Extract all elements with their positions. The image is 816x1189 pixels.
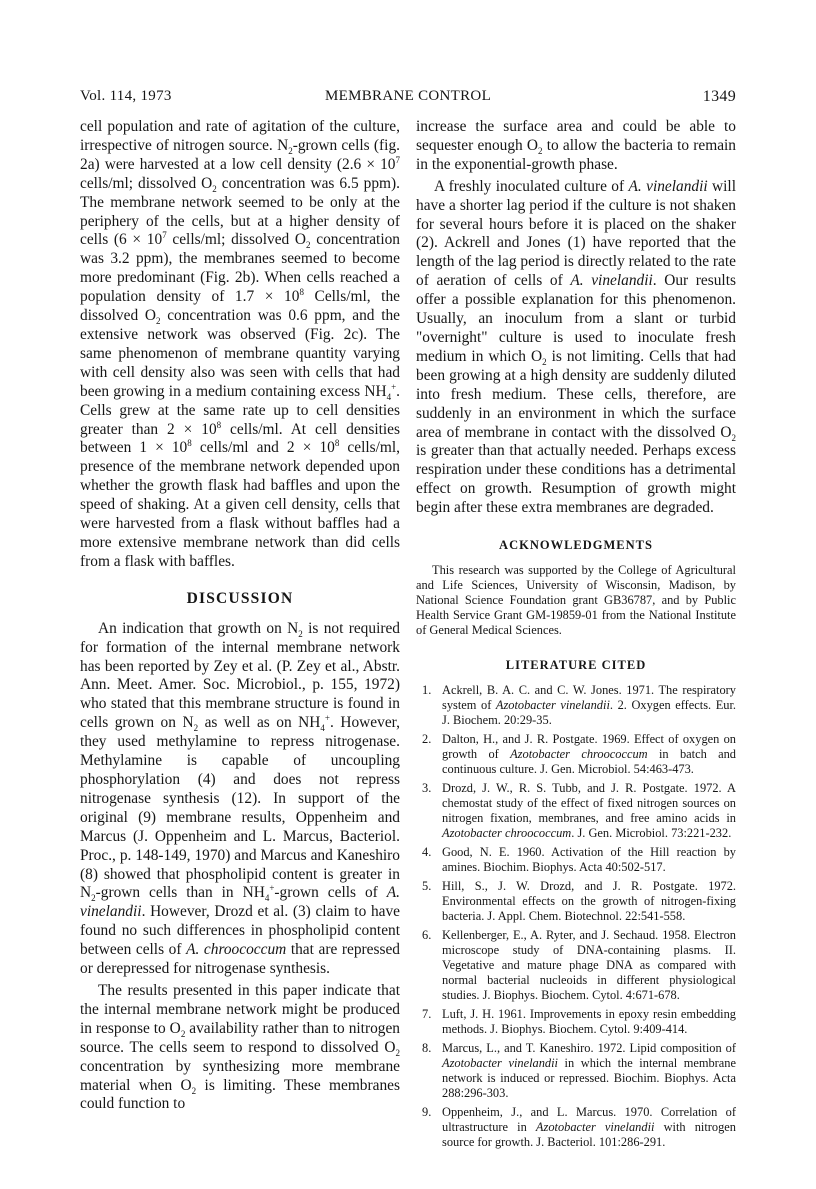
discussion-paragraph-4: A freshly inoculated culture of A. vinelandii will have a shorter lag period if the culture is not shaken for several hours before it is placed on the shaker (2). Ackrell and Jones (1) have reported that the length of the lag period is directly related to the rate of aeration of cells of A. vinelandii. Our results offer a possible explanation for this phenomenon. Usually, an inoculum from a slant or turbid "overnight" culture is used to inoculate fresh medium in which $O_2$ is not limiting. Cells that had been growing at a high density are suddenly diluted into fresh medium. These cells, therefore, are suddenly in an environment in which the surface area of membrane in contact with the dissolved $O_2$ is greater than that actually needed. Perhaps excess respiration under these conditions has a detrimental effect on growth. Resumption of growth might begin after these extra membranes are degraded. — [416, 177, 736, 517]
page-number: 1349 — [702, 88, 736, 105]
discussion-paragraph-1: An indication that growth on $N_2$ is not required for formation of the internal membrane network has been reported by Zey et al. (P. Zey et al., Abstr. Ann. Meet. Amer. Soc. Microbiol., p. 155, 1972) who stated that this membrane structure is found in cells grown on $N_2$ as well as on $NH_4^+$. However, they used methylamine to repress nitrogenase. Methylamine is capable of uncoupling phosphorylation (4) and does not repress nitrogenase synthesis (12). In support of the original (9) membrane results, Oppenheim and Marcus (J. Oppenheim and L. Marcus, Bacteriol. Proc., p. 148-149, 1970) and Marcus and Kaneshiro (8) showed that phospholipid content is greater in $N_2$-grown cells than in $NH_4^+$-grown cells of A. vinelandii. However, Drozd et al. (3) claim to have found no such differences in phospholipid content between cells of A. chroococcum that are repressed or derepressed for nitrogenase synthesis. — [80, 619, 401, 978]
running-header — [80, 88, 736, 108]
reference-item: 6. Kellenberger, E., A. Ryter, and J. Sechaud. 1958. Electron microscope study of DNA-containing plasms. II. Vegetative and mature phage DNA as compared with normal bacterial nucleoids in different physiological studies. J. Biophys. Biochem. Cytol. 4:671-678. — [422, 928, 736, 1003]
reference-item: 9. Oppenheim, J., and L. Marcus. 1970. Correlation of ultrastructure in Azotobacter vinelandii with nitrogen source for growth. J. Bacteriol. 101:286-291. — [422, 1105, 737, 1150]
right-column — [416, 118, 736, 1154]
reference-item: 7. Luft, J. H. 1961. Improvements in epoxy resin embedding methods. J. Biophys. Biochem. Cytol. 9:409-414. — [422, 1007, 736, 1037]
discussion-paragraph-2: The results presented in this paper indicate that the internal membrane network might be produced in response to $O_2$ availability rather than to nitrogen source. The cells seem to respond to dissolved $O_2$ concentration by synthesizing more membrane material when $O_2$ is limiting. These membranes could function to — [80, 981, 401, 1113]
acknowledgments-heading: ACKNOWLEDGMENTS — [499, 538, 653, 553]
running-title: MEMBRANE CONTROL — [324, 88, 492, 104]
discussion-heading: DISCUSSION — [186, 589, 294, 607]
reference-item: 8. Marcus, L., and T. Kaneshiro. 1972. Lipid composition of Azotobacter vinelandii in which the internal membrane network is induced or repressed. Biochim. Biophys. Acta 288:296-303. — [422, 1041, 736, 1101]
reference-item: 2. Dalton, H., and J. R. Postgate. 1969. Effect of oxygen on growth of Azotobacter chroococcum in batch and continuous culture. J. Gen. Microbiol. 54:463-473. — [422, 732, 737, 777]
literature-cited-heading: LITERATURE CITED — [505, 658, 647, 673]
volume-info: Vol. 114, 1973 — [80, 88, 172, 104]
reference-item: 1. Ackrell, B. A. C. and C. W. Jones. 1971. The respiratory system of Azotobacter vinelandii. 2. Oxygen effects. Eur. J. Biochem. 20:29-35. — [422, 683, 737, 728]
reference-item: 5. Hill, S., J. W. Drozd, and J. R. Postgate. 1972. Environmental effects on the growth of nitrogen-fixing bacteria. J. Appl. Chem. Biotechnol. 22:541-558. — [422, 879, 736, 924]
reference-item: 3. Drozd, J. W., R. S. Tubb, and J. R. Postgate. 1972. A chemostat study of the effect of fixed nitrogen sources on nitrogen fixation, membranes, and free amino acids in Azotobacter chroococcum. J. Gen. Microbiol. 73:221-232. — [422, 781, 736, 841]
results-paragraph: cell population and rate of agitation of the culture, irrespective of nitrogen source. $N_2$-grown cells (fig. 2a) were harvested at a low cell density ($2.6 \times 10^7$ cells/ml; dissolved $O_2$ concentration was 6.5 ppm). The membrane network seemed to be only at the periphery of the cells, but at a higher density of cells ($6 \times 10^7$ cells/ml; dissolved $O_2$ concentration was 3.2 ppm), the membranes seemed to become more predominant (Fig. 2b). When cells reached a population density of $1.7 \times 10^8$ Cells/ml, the dissolved $O_2$ concentration was 0.6 ppm, and the extensive network was observed (Fig. 2c). The same phenomenon of membrane quantity varying with cell density also was seen with cells that had been growing in a medium containing excess $NH_4^+$. Cells grew at the same rate up to cell densities greater than $2 \times 10^8$ cells/ml. At cell densities between $1 \times 10^8$ cells/ml and $2 \times 10^8$ cells/ml, presence of the membrane network depended upon whether the growth flask had baffles and upon the speed of shaking. At a given cell density, cells that were harvested from a flask without baffles had a more extensive membrane network than did cells from a flask with baffles. — [80, 118, 400, 570]
discussion-paragraph-3: increase the surface area and could be able to sequester enough $O_2$ to allow the bacteria to remain in the exponential-growth phase. — [416, 118, 736, 173]
left-column — [80, 118, 400, 1114]
reference-item: 4. Good, N. E. 1960. Activation of the Hill reaction by amines. Biochim. Biophys. Acta 40:502-517. — [422, 845, 736, 875]
acknowledgments-text: This research was supported by the College of Agricultural and Life Sciences, University of Wisconsin, Madison, by National Science Foundation grant GB36787, and by Public Health Service Grant GM-19859-01 from the National Institute of General Medical Sciences. — [416, 563, 736, 638]
reference-list — [416, 683, 736, 1150]
